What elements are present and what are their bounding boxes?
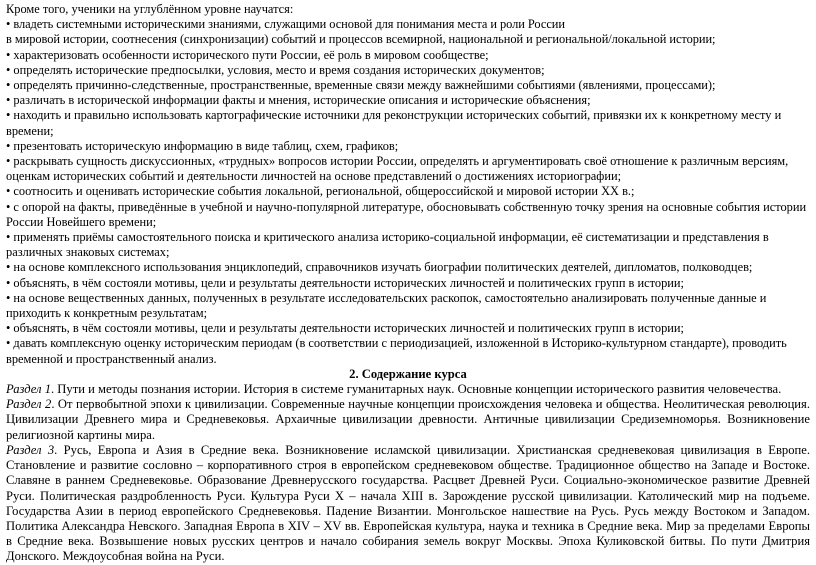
list-item: • с опорой на факты, приведённые в учебной и научно-популярной литературе, обосновывать собственную точку зрения на основные события истории России Новейшего времени; bbox=[6, 199, 807, 229]
list-item: в мировой истории, соотнесения (синхронизации) событий и процессов всемирной, национальной и региональной/локальной истории; bbox=[6, 32, 716, 47]
section-text: . Пути и методы познания истории. История в системе гуманитарных наук. Основные концепции исторического развития человечества. bbox=[51, 382, 782, 397]
list-item: • на основе комплексного использования энциклопедий, справочников изучать биографии политических деятелей, дипломатов, полководцев; bbox=[6, 260, 753, 275]
section-label: Раздел 2 bbox=[6, 397, 52, 412]
course-section-3 bbox=[6, 443, 810, 565]
section-label: Раздел 1 bbox=[6, 382, 51, 397]
section-label: Раздел 3 bbox=[6, 442, 55, 457]
course-section-1 bbox=[6, 382, 810, 397]
course-section-2 bbox=[6, 397, 810, 443]
list-item: • соотносить и оценивать исторические события локальной, региональной, общероссийской и мировой истории XX в.; bbox=[6, 184, 635, 199]
list-item: • характеризовать особенности исторического пути России, её роль в мировом сообществе; bbox=[6, 47, 489, 62]
section-text: . Русь, Европа и Азия в Средние века. Возникновение исламской цивилизации. Христианская средневековая цивилизация в Европе. Становление и развитие сословно – корпоративного строя в европейском средневековом обществе. Традиционное общество на Западе и Востоке. Славяне в раннем Средневековье. Образование Древнерусского государства. Расцвет Древней Руси. Социально-экономическое развитие Древней Руси. Политическая раздробленность Руси. Культура Руси X – начала XIII в. Зарождение русской цивилизации. Католический мир на подъеме. Государства Азии в период европейского Средневековья. Падение Византии. Монгольское нашествие на Русь. Русь между Востоком и Западом. Политика Александра Невского. Западная Европа в XIV – XV вв. Европейская культура, наука и техника в Средние века. Мир за пределами Европы в Средние века. Возвышение новых русских центров и начало собирания земель вокруг Москвы. Эпоха Куликовской битвы. По пути Дмитрия Донского. Междоусобная война на Руси. bbox=[6, 442, 810, 564]
list-item: • владеть системными историческими знаниями, служащими основой для понимания места и роли России bbox=[6, 17, 565, 32]
list-item: • давать комплексную оценку историческим периодам (в соответствии с периодизацией, изложенной в Историко-культурном стандарте), проводить временной и пространственный анализ. bbox=[6, 336, 787, 366]
list-item: • определять исторические предпосылки, условия, место и время создания исторических документов; bbox=[6, 62, 545, 77]
outcomes-list bbox=[6, 17, 810, 367]
list-item: • находить и правильно использовать картографические источники для реконструкции исторических событий, привязки их к конкретному месту и времени; bbox=[6, 108, 782, 138]
list-item: • объяснять, в чём состояли мотивы, цели и результаты деятельности исторических личностей и политических групп в истории; bbox=[6, 321, 684, 336]
list-item: • применять приёмы самостоятельного поиска и критического анализа историко-социальной информации, её систематизации и представления в различных знаковых системах; bbox=[6, 230, 769, 260]
intro-text: Кроме того, ученики на углублённом уровне научатся: bbox=[6, 2, 294, 16]
section-heading: 2. Содержание курса bbox=[349, 366, 467, 381]
list-item: • определять причинно-следственные, пространственные, временные связи между важнейшими событиями (явлениями, процессами); bbox=[6, 78, 716, 93]
list-item: • различать в исторической информации факты и мнения, исторические описания и исторические объяснения; bbox=[6, 93, 591, 108]
list-item: • на основе вещественных данных, полученных в результате исследовательских раскопок, самостоятельно анализировать полученные данные и приходить к конкретным результатам; bbox=[6, 290, 767, 321]
list-item: • презентовать историческую информацию в виде таблиц, схем, графиков; bbox=[6, 138, 399, 153]
list-item: • объяснять, в чём состояли мотивы, цели и результаты деятельности исторических личностей и политических групп в истории; bbox=[6, 275, 684, 290]
list-item: • раскрывать сущность дискуссионных, «трудных» вопросов истории России, определять и аргументировать своё отношение к различным версиям, оценкам исторических событий и деятельности личностей на основе представлений о достижениях историографии; bbox=[6, 154, 789, 184]
section-text: . От первобытной эпохи к цивилизации. Современные научные концепции происхождения человека и общества. Неолитическая революция. Цивилизации Древнего мира и Средневековья. Архаичные цивилизации древности. Античные цивилизации Средиземноморья. Возникновение религиозной картины мира. bbox=[6, 397, 810, 442]
